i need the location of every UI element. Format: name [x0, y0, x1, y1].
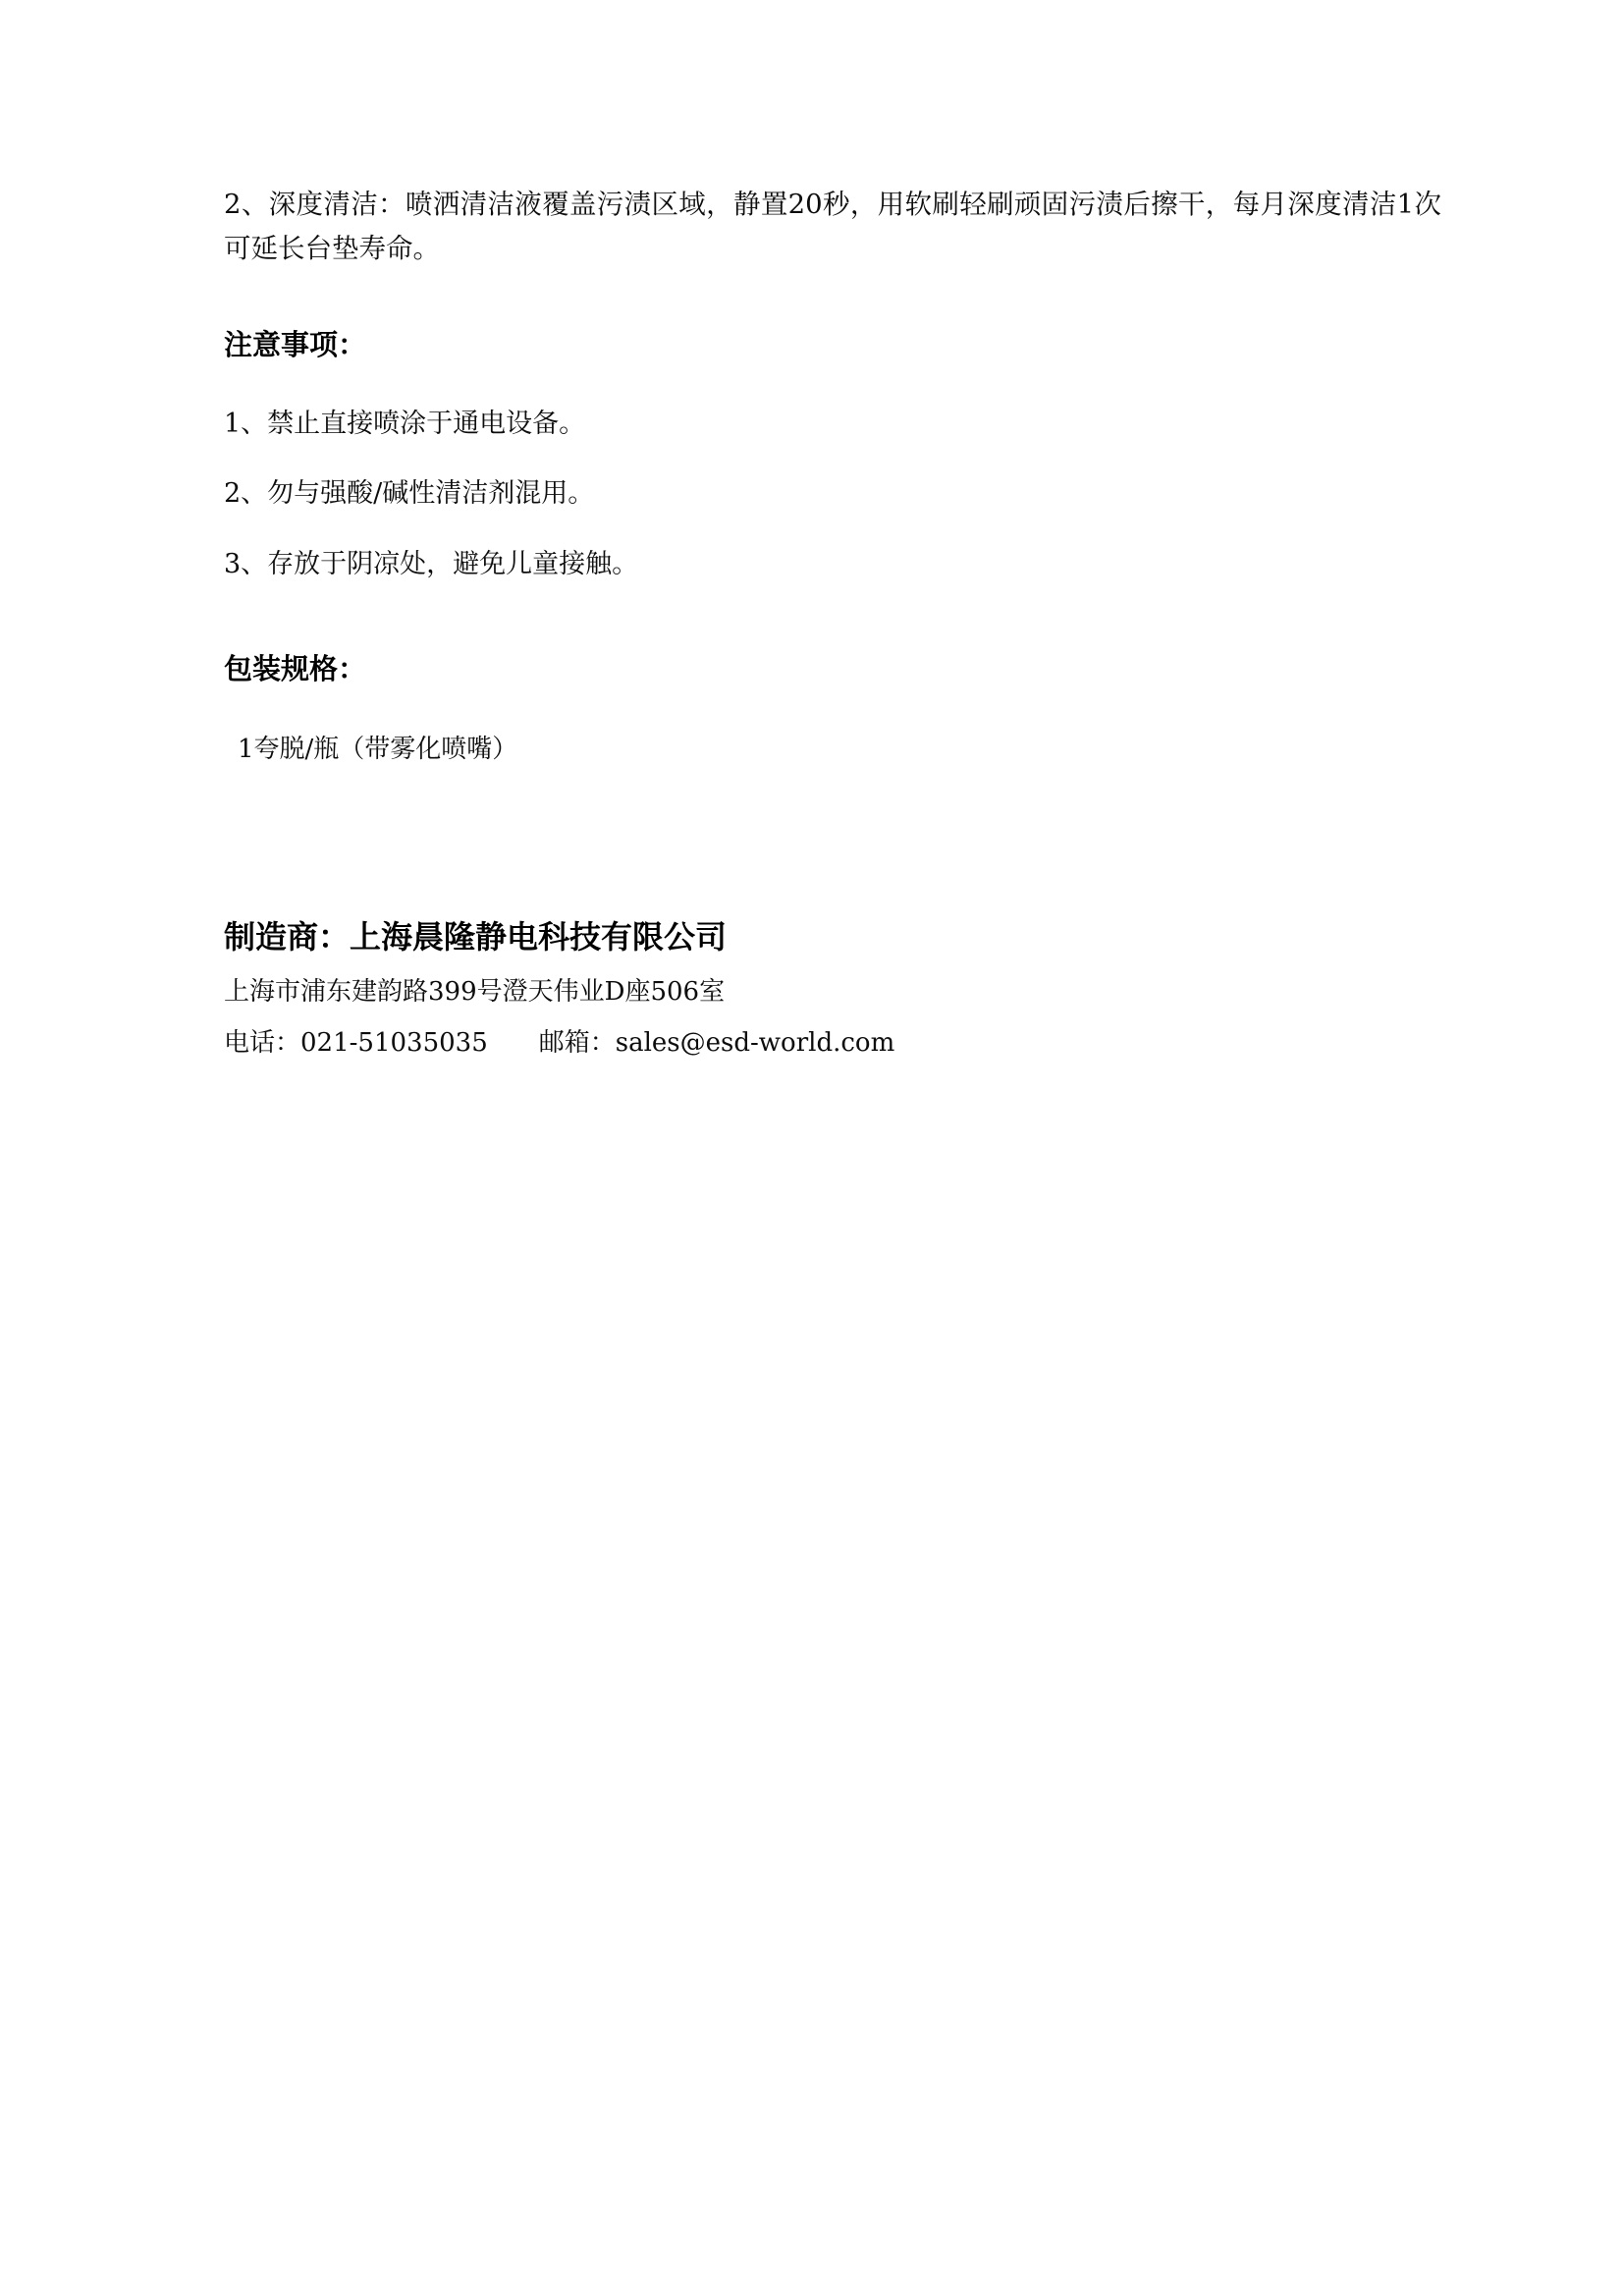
packaging-value: 1夸脱/瓶（带雾化喷嘴） [238, 734, 518, 764]
address-line: 上海市浦东建韵路399号澄天伟业D座506室 [224, 976, 726, 1007]
note-item: 2、勿与强酸/碱性清洁剂混用。 [224, 478, 595, 510]
notes-heading: 注意事项： [224, 328, 367, 362]
packaging-heading: 包装规格： [224, 652, 367, 686]
note-item: 3、存放于阴凉处，避免儿童接触。 [224, 548, 639, 579]
document-content [224, 183, 1441, 1064]
manufacturer-line: 制造商：上海晨隆静电科技有限公司 [224, 917, 728, 956]
footer-block [224, 916, 1441, 1064]
cleaning-step-paragraph: 2、深度清洁：喷洒清洁液覆盖污渍区域，静置20秒，用软刷轻刷顽固污渍后擦干，每月深度清洁1次可延长台垫寿命。 [224, 189, 1441, 264]
note-item: 1、禁止直接喷涂于通电设备。 [224, 408, 586, 439]
contact-line: 电话：021-51035035 邮箱：sales@esd-world.com [224, 1028, 895, 1059]
